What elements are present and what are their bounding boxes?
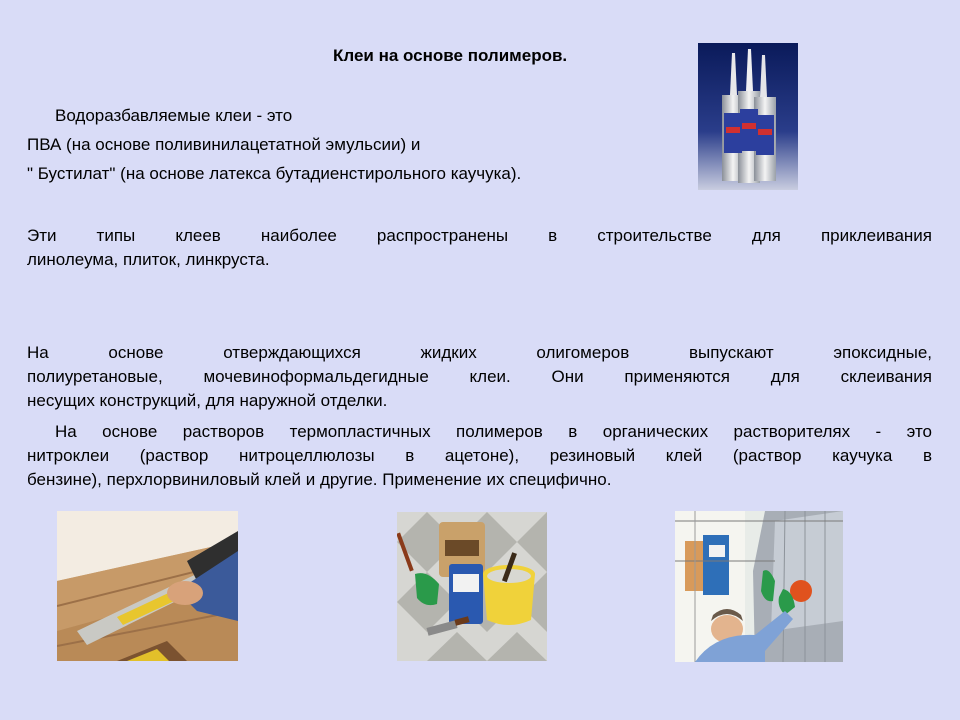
pva-line: ПВА (на основе поливинилацетатной эмульсии) и	[27, 135, 421, 154]
oligomer-paragraph	[27, 341, 932, 413]
thermo-line-3: бензине), перхлорвиниловый клей и другие. Применение их специфично.	[27, 470, 612, 489]
sealant-tubes-photo	[698, 43, 798, 190]
tile-adhesive-buckets-photo	[397, 512, 547, 661]
thermo-line-2: нитроклеи (раствор нитроцеллюлозы в ацетоне), резиновый клей (раствор каучука в	[27, 446, 932, 465]
caulking-gun-floor-photo	[57, 511, 238, 661]
usage-line-1: Эти типы клеев наиболее распространены в строительстве для приклеивания	[27, 226, 932, 245]
oligomer-line-2: полиуретановые, мочевиноформальдегидные клеи. Они применяются для склеивания	[27, 367, 932, 386]
thermoplastic-paragraph	[27, 420, 932, 492]
usage-line-2: линолеума, плиток, линкруста.	[27, 250, 270, 269]
slide-title: Клеи на основе полимеров.	[333, 46, 568, 65]
oligomer-line-1: На основе отверждающихся жидких олигомеров выпускают эпоксидные,	[27, 343, 932, 362]
thermo-line-1: На основе растворов термопластичных полимеров в органических растворителях - это	[55, 422, 932, 441]
worker-wall-panel-photo	[675, 511, 843, 662]
bustilat-line: " Бустилат" (на основе латекса бутадиенстирольного каучука).	[27, 164, 522, 183]
oligomer-line-3: несущих конструкций, для наружной отделки.	[27, 391, 388, 410]
water-based-intro: Водоразбавляемые клеи - это	[55, 106, 293, 125]
usage-paragraph	[27, 224, 932, 272]
